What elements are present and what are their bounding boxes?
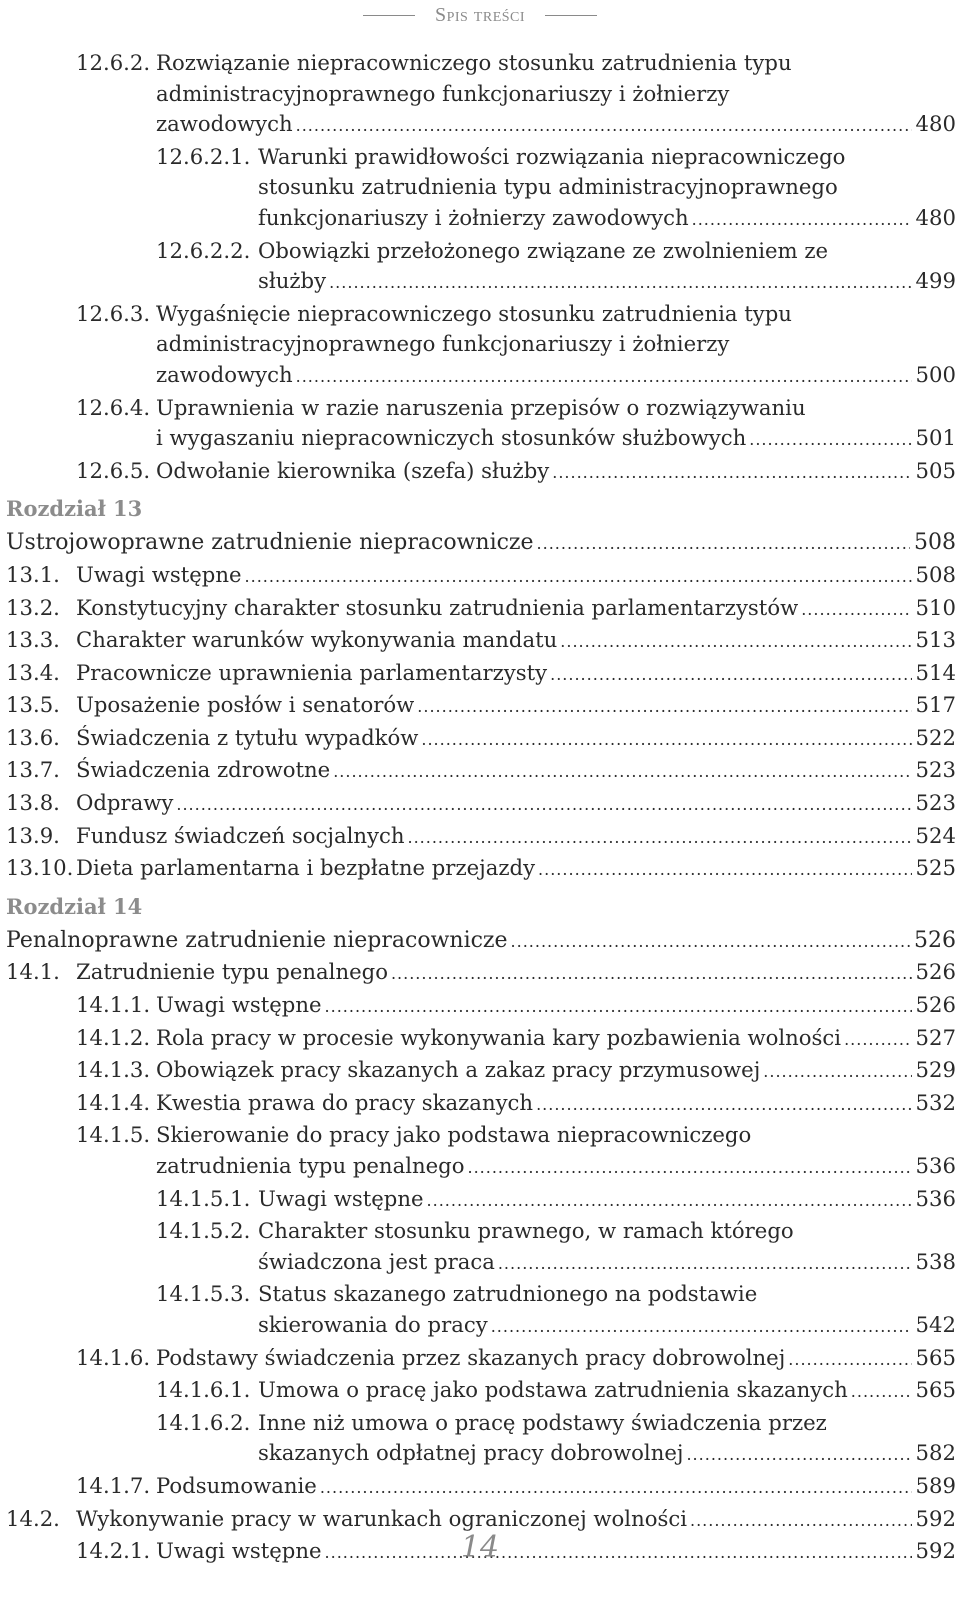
toc-entry-title-line: Uwagi wstępne — [156, 992, 322, 1018]
toc-entry-title-line: Inne niż umowa o pracę podstawy świadczenia przez — [258, 1409, 827, 1435]
toc-entry-page: 536 — [915, 1153, 956, 1178]
toc-entry[interactable] — [6, 821, 956, 854]
toc-entry-number: 12.6.3. — [76, 300, 151, 326]
toc-entry[interactable] — [6, 990, 956, 1023]
toc-entry[interactable] — [6, 658, 956, 691]
toc-entry[interactable] — [6, 690, 956, 723]
toc-entry[interactable] — [6, 48, 956, 142]
toc-entry-title-line: zatrudnienia typu penalnego — [156, 1153, 465, 1178]
toc-entry-page: 526 — [915, 992, 956, 1018]
toc-entry-title-line: Wygaśnięcie niepracowniczego stosunku zatrudnienia typu — [156, 300, 792, 326]
leader-dots — [749, 425, 911, 456]
toc-entry-page: 510 — [915, 594, 956, 620]
toc-entry-title-line: stosunku zatrudnienia typu administracyjnoprawnego — [258, 174, 838, 200]
toc-section-12 — [6, 48, 956, 488]
toc-entry[interactable] — [6, 299, 956, 393]
chapter-13-page: 508 — [914, 530, 956, 556]
toc-entry-page: 526 — [915, 959, 956, 985]
toc-entry-title-line: Wykonywanie pracy w warunkach ograniczonej wolności — [76, 1505, 687, 1531]
leader-dots — [763, 1057, 911, 1088]
toc-entry-number: 14.1.7. — [76, 1472, 151, 1498]
toc-entry-page: 523 — [915, 790, 956, 816]
toc-entry-number: 13.4. — [6, 659, 60, 685]
toc-entry[interactable] — [6, 755, 956, 788]
leader-dots — [536, 1090, 911, 1121]
toc-entry-number: 13.7. — [6, 757, 60, 783]
toc-entry-page: 592 — [915, 1538, 956, 1564]
toc-entry-page: 499 — [915, 268, 956, 294]
toc-entry-title-line: Podstawy świadczenia przez skazanych pracy dobrowolnej — [156, 1344, 786, 1370]
toc-entry[interactable] — [6, 957, 956, 990]
toc-entry[interactable] — [6, 560, 956, 593]
leader-dots — [537, 529, 910, 560]
chapter-14-title-entry[interactable] — [6, 926, 956, 958]
toc-entry-title-line: Uprawnienia w razie naruszenia przepisów o rozwiązywaniu — [156, 394, 806, 420]
toc-entry-title-line: Status skazanego zatrudnionego na podstawie — [258, 1281, 758, 1307]
toc-entry[interactable] — [6, 1471, 956, 1504]
toc-entry-title-line: Odwołanie kierownika (szefa) służby — [156, 457, 550, 483]
toc-entry[interactable] — [6, 1184, 956, 1217]
toc-entry-title-line: Charakter stosunku prawnego, w ramach którego — [258, 1218, 794, 1244]
toc-entry-number: 12.6.4. — [76, 394, 151, 420]
toc-entry[interactable] — [6, 723, 956, 756]
toc-entry-title-line: i wygaszaniu niepracowniczych stosunków służbowych — [156, 425, 747, 451]
toc-entry[interactable] — [6, 1088, 956, 1121]
toc-entry-title-line: świadczona jest praca — [258, 1248, 495, 1274]
toc-entry[interactable] — [6, 1279, 956, 1342]
leader-dots — [511, 927, 910, 958]
toc-entry-number: 14.1.6. — [76, 1344, 151, 1370]
toc-entry-number: 13.2. — [6, 594, 60, 620]
leader-dots — [329, 268, 911, 299]
leader-dots — [491, 1312, 912, 1343]
toc-entry[interactable] — [6, 788, 956, 821]
toc-entry-page: 514 — [915, 659, 956, 685]
toc-entry-page: 517 — [915, 692, 956, 718]
chapter-14-label: Rozdział 14 — [6, 893, 143, 919]
toc-entry-title-line: Kwestia prawa do pracy skazanych — [156, 1089, 534, 1115]
toc-entry-title-line: administracyjnoprawnego funkcjonariuszy i żołnierzy — [156, 80, 730, 106]
toc-entry-number: 14.1.5.1. — [156, 1185, 251, 1211]
toc-entry-page: 522 — [915, 724, 956, 750]
chapter-13-title: Ustrojowoprawne zatrudnienie niepracownicze — [6, 530, 534, 556]
toc-entry-number: 14.1.5. — [76, 1122, 151, 1148]
leader-dots — [467, 1153, 911, 1184]
toc-entry[interactable] — [6, 393, 956, 456]
toc-entry-page: 565 — [915, 1377, 956, 1403]
toc-entry-page: 523 — [915, 757, 956, 783]
toc-entry-number: 12.6.2.1. — [156, 143, 251, 169]
toc-entry-title-line: Uwagi wstępne — [76, 561, 242, 587]
toc-entry-title-line: Rozwiązanie niepracowniczego stosunku zatrudnienia typu — [156, 50, 792, 75]
toc-entry-page: 536 — [915, 1185, 956, 1211]
toc-entry-number: 12.6.2. — [76, 50, 151, 75]
toc-entry-page: 538 — [915, 1248, 956, 1274]
toc-entry-page: 505 — [915, 457, 956, 483]
toc-entry-title-line: Skierowanie do pracy jako podstawa niepracowniczego — [156, 1122, 752, 1148]
chapter-13-label: Rozdział 13 — [6, 496, 143, 522]
toc-entry-number: 13.10. — [6, 855, 74, 881]
toc-entry-page: 529 — [915, 1057, 956, 1083]
toc-entry-title-line: Obowiązki przełożonego związane ze zwolnieniem ze — [258, 237, 829, 263]
leader-dots — [333, 757, 911, 788]
toc-entry[interactable] — [6, 1408, 956, 1471]
header-rule-right — [545, 15, 597, 16]
toc-entry-page: 524 — [915, 822, 956, 848]
toc-entry-title-line: administracyjnoprawnego funkcjonariuszy i żołnierzy — [156, 331, 730, 357]
toc-entry-title-line: Uwagi wstępne — [258, 1185, 424, 1211]
toc-entry-number: 14.1.6.1. — [156, 1377, 251, 1403]
toc-entry-title-line: Świadczenia zdrowotne — [76, 757, 331, 783]
toc-entry-title-line: zawodowych — [156, 111, 293, 137]
toc-entry-title-line: Zatrudnienie typu penalnego — [76, 959, 388, 985]
leader-dots — [844, 1025, 911, 1056]
header-rule-left — [363, 15, 415, 16]
toc-entry[interactable] — [6, 142, 956, 236]
toc-entry-title-line: Pracownicze uprawnienia parlamentarzysty — [76, 659, 548, 685]
toc-entry-title-line: Świadczenia z tytułu wypadków — [76, 724, 419, 750]
chapter-13-entries — [6, 560, 956, 886]
leader-dots — [421, 725, 911, 756]
toc-entry[interactable] — [6, 456, 956, 489]
toc-entry-title-line: Dieta parlamentarna i bezpłatne przejazdy — [76, 855, 536, 881]
chapter-14-page: 526 — [914, 927, 956, 953]
toc-entry[interactable] — [6, 1375, 956, 1408]
toc-entry-page: 525 — [915, 855, 956, 881]
leader-dots — [176, 790, 911, 821]
toc-entry-number: 13.1. — [6, 561, 60, 587]
leader-dots — [498, 1249, 912, 1280]
toc-entry[interactable] — [6, 625, 956, 658]
toc-entry-page: 513 — [915, 627, 956, 653]
toc-entry-number: 13.3. — [6, 627, 60, 653]
leader-dots — [538, 855, 912, 886]
leader-dots — [692, 205, 912, 236]
leader-dots — [325, 992, 912, 1023]
toc-entry-title-line: Warunki prawidłowości rozwiązania niepracowniczego — [258, 143, 846, 169]
toc-entry-title-line: Podsumowanie — [156, 1472, 317, 1498]
toc-entry[interactable] — [6, 236, 956, 299]
leader-dots — [552, 458, 911, 489]
toc-entry-title-line: służby — [258, 268, 327, 294]
toc-entry-title-line: Konstytucyjny charakter stosunku zatrudnienia parlamentarzystów — [76, 594, 799, 620]
toc-entry-title-line: Odprawy — [76, 790, 174, 816]
toc-entry-page: 480 — [915, 204, 956, 230]
toc-entry-title-line: Charakter warunków wykonywania mandatu — [76, 627, 558, 653]
running-header-title: Spis treści — [434, 3, 526, 26]
toc-entry[interactable] — [6, 593, 956, 626]
leader-dots — [391, 959, 912, 990]
toc-entry[interactable] — [6, 1055, 956, 1088]
toc-entry-number: 12.6.2.2. — [156, 237, 251, 263]
toc-entry-number: 13.6. — [6, 724, 60, 750]
leader-dots — [788, 1345, 911, 1376]
toc-entry-title-line: funkcjonariuszy i żołnierzy zawodowych — [258, 204, 689, 230]
toc-entry-page: 542 — [915, 1311, 956, 1337]
toc-entry-page: 508 — [915, 561, 956, 587]
toc-entry-number: 12.6.5. — [76, 457, 151, 483]
toc-entry[interactable] — [6, 1343, 956, 1376]
toc-entry-number: 14.1.1. — [76, 992, 151, 1018]
toc-entry-page: 589 — [915, 1472, 956, 1498]
toc-entry-number: 14.1.5.3. — [156, 1281, 251, 1307]
leader-dots — [296, 111, 912, 142]
toc-entry-page: 501 — [915, 425, 956, 451]
toc-entry-number: 13.9. — [6, 822, 60, 848]
toc-entry-title-line: Rola pracy w procesie wykonywania kary pozbawienia wolności — [156, 1024, 842, 1050]
toc-entry[interactable] — [6, 1216, 956, 1279]
toc-entry-page: 592 — [915, 1505, 956, 1531]
toc-entry-page: 532 — [915, 1089, 956, 1115]
toc-entry[interactable] — [6, 1120, 956, 1183]
toc-entry-title-line: skazanych odpłatnej pracy dobrowolnej — [258, 1440, 684, 1466]
toc-entry-title-line: Uwagi wstępne — [156, 1538, 322, 1564]
toc-entry[interactable] — [6, 853, 956, 886]
toc-entry-number: 14.1.5.2. — [156, 1218, 251, 1244]
toc-entry-title-line: Fundusz świadczeń socjalnych — [76, 822, 405, 848]
toc-entry-number: 14.2.1. — [76, 1538, 151, 1564]
chapter-14-entries — [6, 957, 956, 1568]
toc-entry-title-line: Uposażenie posłów i senatorów — [76, 692, 415, 718]
leader-dots — [686, 1440, 911, 1471]
toc-entry-page: 582 — [915, 1440, 956, 1466]
toc-entry-number: 14.1.4. — [76, 1089, 151, 1115]
leader-dots — [550, 660, 911, 691]
toc-entry-number: 13.8. — [6, 790, 60, 816]
toc-entry-number: 13.5. — [6, 692, 60, 718]
leader-dots — [560, 627, 911, 658]
toc-entry-title-line: skierowania do pracy — [258, 1311, 488, 1337]
toc-entry-title-line: Obowiązek pracy skazanych a zakaz pracy przymusowej — [156, 1057, 761, 1083]
chapter-13-title-entry[interactable] — [6, 528, 956, 560]
leader-dots — [408, 823, 912, 854]
leader-dots — [417, 692, 911, 723]
toc-entry[interactable] — [6, 1023, 956, 1056]
page-number: 14 — [460, 1530, 500, 1565]
toc-entry-page: 500 — [915, 361, 956, 387]
leader-dots — [427, 1186, 912, 1217]
leader-dots — [296, 362, 912, 393]
leader-dots — [320, 1473, 912, 1504]
leader-dots — [245, 562, 912, 593]
toc-entry-page: 480 — [915, 111, 956, 137]
toc-entry-title-line: zawodowych — [156, 361, 293, 387]
toc-entry-number: 14.1.2. — [76, 1024, 151, 1050]
toc-entry-number: 14.2. — [6, 1505, 60, 1531]
toc-entry-number: 14.1.6.2. — [156, 1409, 251, 1435]
toc-entry-number: 14.1.3. — [76, 1057, 151, 1083]
toc-entry-number: 14.1. — [6, 959, 60, 985]
leader-dots — [851, 1377, 912, 1408]
chapter-14-title: Penalnoprawne zatrudnienie niepracownicze — [6, 927, 508, 953]
toc-entry-page: 527 — [915, 1024, 956, 1050]
running-header — [0, 2, 960, 28]
table-of-contents — [6, 48, 956, 1569]
toc-entry-title-line: Umowa o pracę jako podstawa zatrudnienia skazanych — [258, 1377, 848, 1403]
toc-entry-page: 565 — [915, 1344, 956, 1370]
leader-dots — [801, 595, 911, 626]
